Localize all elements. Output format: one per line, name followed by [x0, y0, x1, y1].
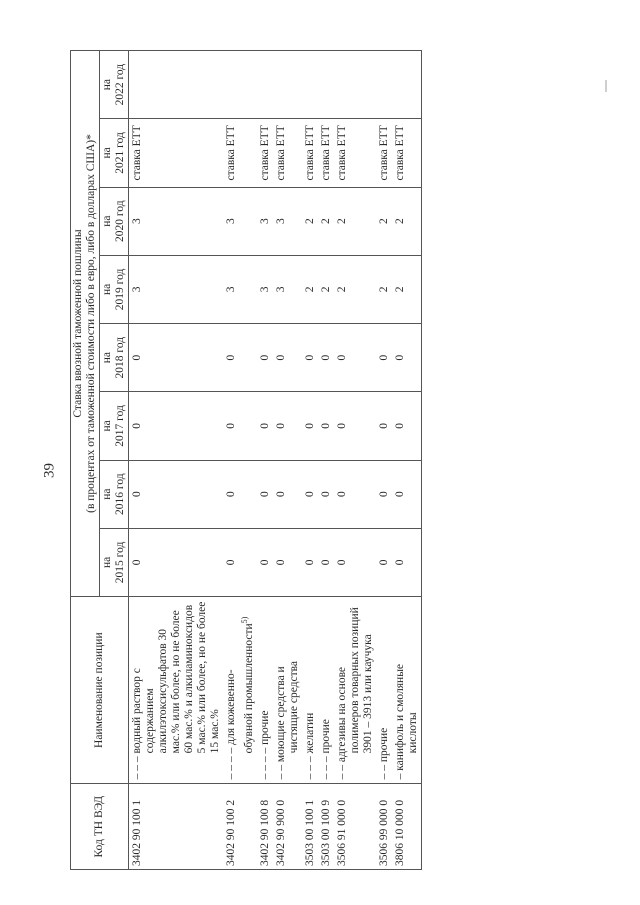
header-year-prefix: на [101, 420, 113, 432]
header-code: Код ТН ВЭД [71, 784, 129, 870]
row-name-first: – – – – для кожевенно- [225, 669, 237, 780]
rate-cell: 2 [376, 187, 392, 255]
header-year-prefix: на [101, 283, 113, 296]
row-name-first: – – адгезивы на основе [335, 666, 348, 780]
rate-cell: ставка ЕТТ [257, 119, 273, 187]
row-name-first: – – прочие [377, 727, 390, 780]
scan-artifact [605, 80, 607, 92]
header-year-prefix: на [101, 215, 113, 227]
rate-cell: 3 [223, 255, 257, 323]
row-code: 3503 00 100 9 [318, 784, 334, 870]
rate-cell [318, 51, 334, 119]
rate-cell: 0 [273, 392, 302, 460]
rate-cell [392, 51, 422, 119]
row-code: 3402 90 100 2 [223, 784, 257, 870]
row-name-first: – – – желатин [303, 712, 316, 780]
rate-cell [302, 51, 318, 119]
row-name-continuation [238, 600, 256, 779]
header-year-label: 2022 год [114, 63, 126, 106]
row-name-continuation [144, 600, 222, 779]
table-row [376, 51, 392, 870]
header-rate [71, 51, 100, 597]
rate-cell: 2 [334, 255, 376, 323]
rate-cell: 0 [129, 392, 224, 460]
rate-cell: 0 [302, 460, 318, 528]
header-year-prefix: на [101, 352, 113, 364]
rate-cell: ставка ЕТТ [273, 119, 302, 187]
rate-cell: 0 [257, 324, 273, 392]
footnote-mark: 5) [240, 616, 249, 624]
row-code: 3402 90 900 0 [273, 784, 302, 870]
rate-cell: 0 [302, 392, 318, 460]
rate-cell [273, 51, 302, 119]
header-year-label: 2019 год [114, 268, 126, 311]
row-name [334, 597, 376, 784]
table-row [273, 51, 302, 870]
rate-cell: 0 [257, 460, 273, 528]
rate-cell: 0 [223, 392, 257, 460]
row-name-rest: полимеров товарных позиций 3901 – 3913 или каучука [348, 607, 374, 754]
rate-cell: 0 [318, 460, 334, 528]
table-header [71, 51, 129, 870]
row-code: 3402 90 100 8 [257, 784, 273, 870]
table-row [318, 51, 334, 870]
rate-cell: 3 [129, 187, 224, 255]
rate-cell: 0 [223, 324, 257, 392]
header-year [100, 392, 129, 460]
rate-cell: ставка ЕТТ [318, 119, 334, 187]
row-name-rest: обувной промышленности [242, 623, 255, 754]
rate-cell [376, 51, 392, 119]
table-row [302, 51, 318, 870]
header-year [100, 187, 129, 255]
rate-cell: 0 [334, 460, 376, 528]
header-year [100, 324, 129, 392]
rate-cell: 3 [273, 187, 302, 255]
rate-cell: 0 [129, 460, 224, 528]
rate-cell: 3 [223, 187, 257, 255]
rate-cell: 2 [302, 187, 318, 255]
header-year-label: 2018 год [114, 336, 126, 379]
rate-cell: 0 [376, 460, 392, 528]
header-year [100, 528, 129, 596]
rate-cell: 2 [302, 255, 318, 323]
rate-cell: 3 [257, 187, 273, 255]
header-year-label: 2016 год [114, 473, 126, 515]
row-name-first: – канифоль и смоляные [393, 663, 406, 780]
rate-cell: 0 [376, 392, 392, 460]
rate-subtitle: (в процентах от таможенной стоимости либо в евро, либо в долларах США)* [85, 134, 97, 513]
row-name-continuation [407, 600, 420, 779]
rate-cell: 0 [334, 392, 376, 460]
table-row [334, 51, 376, 870]
rate-cell: 0 [376, 528, 392, 596]
header-year-label: 2017 год [114, 405, 126, 447]
header-year-prefix: на [101, 147, 113, 159]
rate-cell: ставка ЕТТ [302, 119, 318, 187]
rate-cell: ставка ЕТТ [376, 119, 392, 187]
table-row [257, 51, 273, 870]
rate-title: Ставка ввозной таможенной пошлины [72, 229, 84, 418]
rate-cell: 0 [302, 528, 318, 596]
rate-cell: 0 [273, 324, 302, 392]
table-row [129, 51, 224, 870]
row-name-continuation [288, 600, 301, 779]
rate-cell: ставка ЕТТ [129, 119, 224, 187]
row-name-first: – – моющие средства и [274, 666, 287, 780]
row-name-first: – – – – прочие [258, 710, 271, 780]
rate-cell: 3 [273, 255, 302, 323]
row-name [302, 597, 318, 784]
rate-cell [223, 51, 257, 119]
header-year [100, 255, 129, 323]
row-code: 3402 90 100 1 [129, 784, 224, 870]
header-year [100, 51, 129, 119]
rate-cell: 2 [334, 187, 376, 255]
row-name [223, 597, 257, 784]
rate-cell [334, 51, 376, 119]
header-year-prefix: на [101, 79, 113, 91]
row-name [318, 597, 334, 784]
rate-cell: 2 [392, 187, 422, 255]
header-year-prefix: на [101, 488, 113, 500]
header-name: Наименование позиции [71, 597, 129, 784]
rate-cell: 0 [334, 528, 376, 596]
header-year [100, 119, 129, 187]
rotated-page [70, 50, 550, 870]
rate-cell: 2 [392, 255, 422, 323]
row-name [376, 597, 392, 784]
table-body [129, 51, 422, 870]
rate-cell: 2 [376, 255, 392, 323]
row-name [129, 597, 224, 784]
rate-cell: 0 [318, 392, 334, 460]
row-name-rest: чистящие средства [287, 660, 300, 754]
rate-cell: 0 [129, 528, 224, 596]
row-code: 3806 10 000 0 [392, 784, 422, 870]
row-name-first: – – – прочие [319, 719, 332, 780]
rate-cell: 0 [376, 324, 392, 392]
rate-cell: 0 [273, 528, 302, 596]
rate-cell: 0 [302, 324, 318, 392]
rate-cell: 0 [129, 324, 224, 392]
row-name-first: – – – водный раствор с [131, 668, 143, 780]
rate-cell: 0 [223, 528, 257, 596]
tariff-table [70, 50, 422, 870]
rate-cell: 2 [318, 187, 334, 255]
rate-cell: 0 [257, 392, 273, 460]
page-number: 39 [41, 463, 58, 478]
rate-cell: 0 [223, 460, 257, 528]
rate-cell: 0 [334, 324, 376, 392]
row-code: 3503 00 100 1 [302, 784, 318, 870]
rate-cell: 0 [392, 460, 422, 528]
rate-cell: 0 [273, 460, 302, 528]
rate-cell: ставка ЕТТ [223, 119, 257, 187]
header-year-label: 2015 год [114, 541, 126, 584]
rate-cell: 0 [257, 528, 273, 596]
rate-cell: 0 [392, 392, 422, 460]
row-name-continuation [349, 600, 375, 779]
table-row [223, 51, 257, 870]
header-year-label: 2021 год [114, 132, 126, 174]
row-name [273, 597, 302, 784]
rate-cell: ставка ЕТТ [392, 119, 422, 187]
row-name-rest: кислоты [406, 712, 419, 754]
row-name [257, 597, 273, 784]
rate-cell: 0 [392, 528, 422, 596]
row-code: 3506 99 000 0 [376, 784, 392, 870]
header-year [100, 460, 129, 528]
rate-cell: ставка ЕТТ [334, 119, 376, 187]
row-code: 3506 91 000 0 [334, 784, 376, 870]
rate-cell: 3 [129, 255, 224, 323]
header-year-prefix: на [101, 556, 113, 569]
rate-cell: 0 [318, 324, 334, 392]
row-name [392, 597, 422, 784]
row-name-rest: содержанием алкилэтоксисульфатов 30 мас.% или более, но не более 60 мас.% и алкиламиноксидов 5 мас.% или более, но не более 15 мас.% [144, 601, 221, 754]
header-year-label: 2020 год [114, 200, 126, 242]
rate-cell: 3 [257, 255, 273, 323]
rate-cell: 0 [392, 324, 422, 392]
rate-cell [129, 51, 224, 119]
rate-cell [257, 51, 273, 119]
table-row [392, 51, 422, 870]
rate-cell: 0 [318, 528, 334, 596]
rate-cell: 2 [318, 255, 334, 323]
